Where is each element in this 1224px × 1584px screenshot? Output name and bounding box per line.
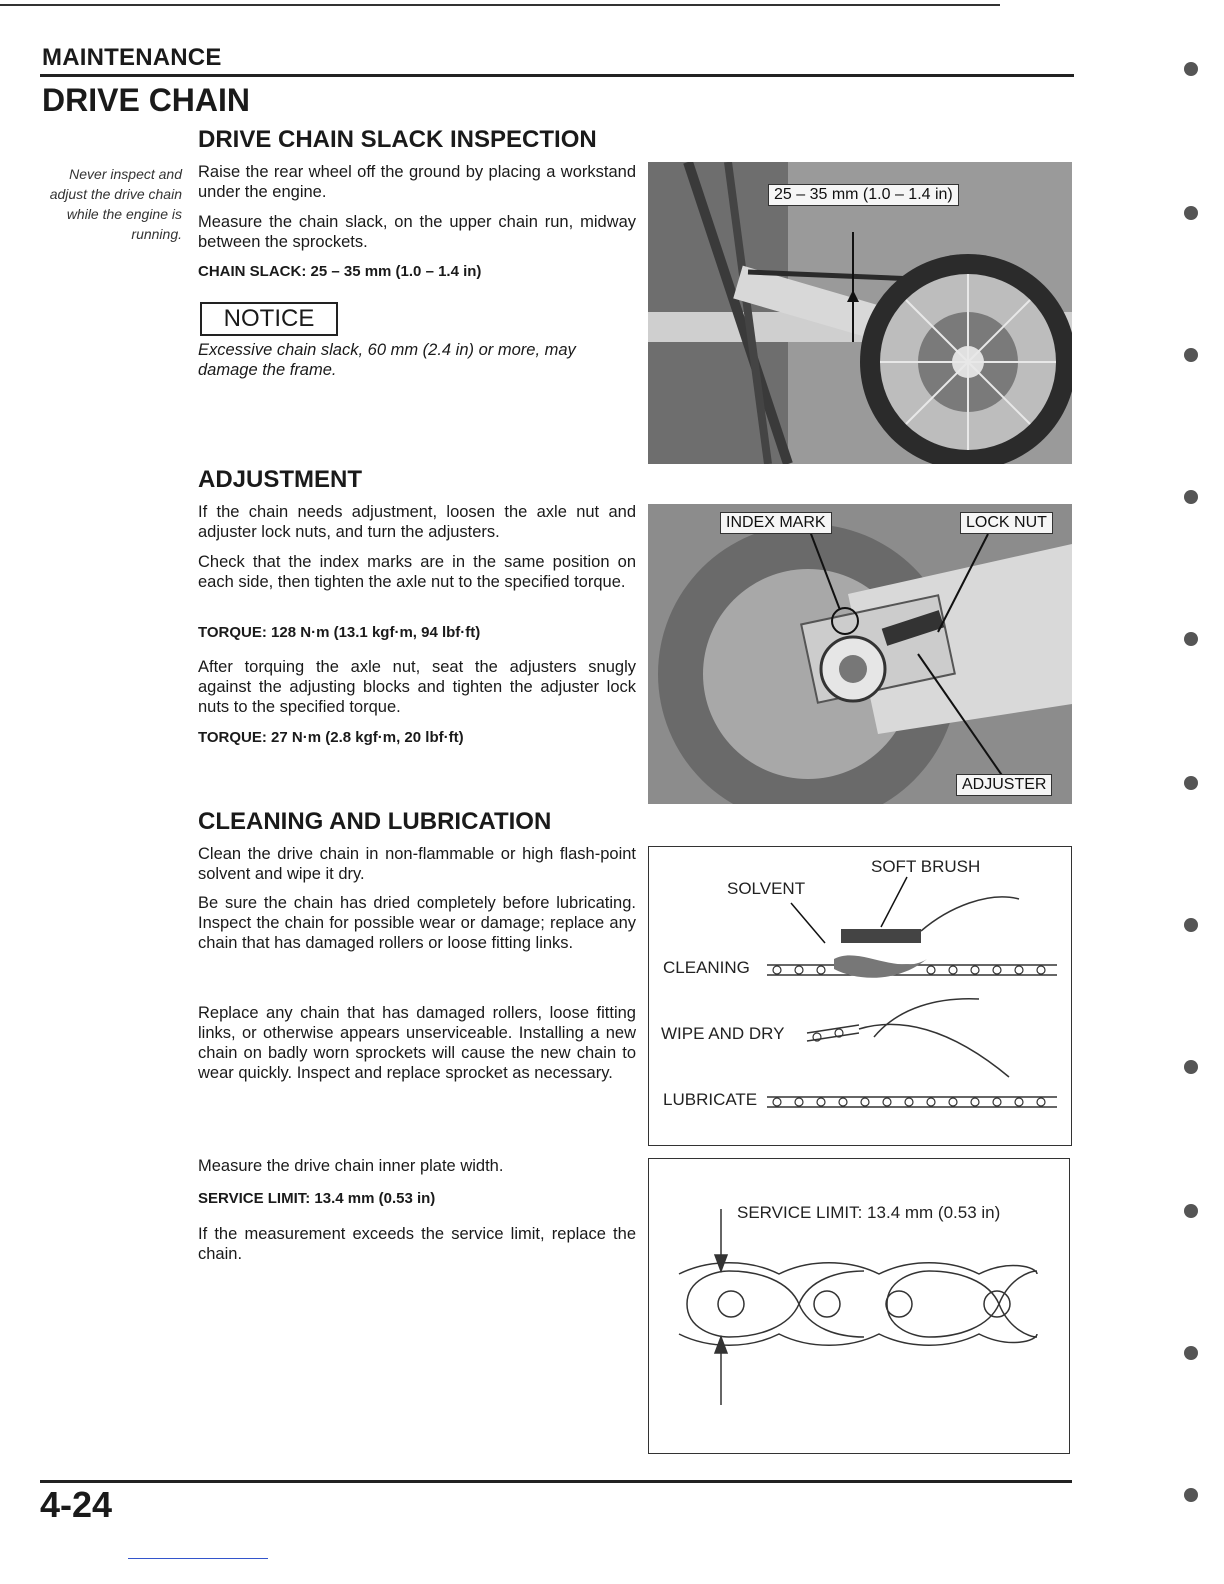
notice-text: Excessive chain slack, 60 mm (2.4 in) or more, may damage the frame. [198, 341, 576, 379]
chain-slack-callout: 25 – 35 mm (1.0 – 1.4 in) [768, 184, 959, 206]
side-note-warning: Never inspect and adjust the drive chain while the engine is running. [49, 166, 182, 242]
binder-hole [1184, 918, 1198, 932]
chain-plate-figure [648, 1158, 1070, 1454]
binder-hole [1184, 348, 1198, 362]
index-mark-callout: INDEX MARK [720, 512, 832, 534]
header-rule [40, 74, 1074, 77]
cleaning-para-2: Be sure the chain has dried completely before lubricating. Inspect the chain for possible wear or damage; replace any chain that has damaged rollers or loose fitting links. [198, 894, 636, 952]
binder-hole [1184, 62, 1198, 76]
cleaning-step-label: CLEANING [663, 958, 750, 977]
link-underline [128, 1558, 268, 1559]
binder-hole [1184, 1060, 1198, 1074]
top-scan-rule [0, 4, 1000, 6]
chain-slack-spec: CHAIN SLACK: 25 – 35 mm (1.0 – 1.4 in) [198, 263, 482, 280]
wipe-and-dry-label: WIPE AND DRY [661, 1024, 785, 1043]
page-title: DRIVE CHAIN [42, 82, 251, 118]
cleaning-figure [648, 846, 1072, 1146]
inspection-para-1: Raise the rear wheel off the ground by placing a workstand under the engine. [198, 163, 636, 201]
inspection-heading: DRIVE CHAIN SLACK INSPECTION [198, 126, 597, 153]
solvent-label: SOLVENT [727, 879, 806, 898]
rear-wheel-photo [648, 162, 1072, 464]
adjustment-para-2: Check that the index marks are in the same position on each side, then tighten the axle nut to the specified torque. [198, 553, 636, 591]
binder-hole [1184, 1488, 1198, 1502]
binder-hole [1184, 1346, 1198, 1360]
section-label: MAINTENANCE [42, 44, 222, 71]
binder-hole [1184, 776, 1198, 790]
axle-nut-torque-spec: TORQUE: 128 N·m (13.1 kgf·m, 94 lbf·ft) [198, 624, 481, 641]
cleaning-para-1: Clean the drive chain in non-flammable or high flash-point solvent and wipe it dry. [198, 845, 636, 883]
inspection-para-2: Measure the chain slack, on the upper chain run, midway between the sprockets. [198, 213, 636, 251]
binder-hole [1184, 632, 1198, 646]
page-number: 4-24 [40, 1484, 113, 1525]
lock-nut-callout: LOCK NUT [960, 512, 1053, 534]
adjustment-para-1: If the chain needs adjustment, loosen the axle nut and adjuster lock nuts, and turn the adjusters. [198, 503, 636, 541]
adjuster-photo [648, 504, 1072, 804]
binder-hole [1184, 490, 1198, 504]
adjuster-callout: ADJUSTER [956, 774, 1052, 796]
soft-brush-label: SOFT BRUSH [871, 857, 981, 876]
notice-label: NOTICE [200, 302, 338, 336]
rear-wheel-photo-drawing [648, 162, 1072, 464]
adjuster-photo-drawing [648, 504, 1072, 804]
service-limit-figure-label: SERVICE LIMIT: 13.4 mm (0.53 in) [737, 1203, 1001, 1222]
lubricate-label: LUBRICATE [663, 1090, 758, 1109]
cleaning-heading: CLEANING AND LUBRICATION [198, 808, 552, 835]
adjustment-heading: ADJUSTMENT [198, 466, 363, 493]
lock-nut-torque-spec: TORQUE: 27 N·m (2.8 kgf·m, 20 lbf·ft) [198, 729, 464, 746]
cleaning-para-3: Replace any chain that has damaged rollers, loose fitting links, or otherwise appears unserviceable. Installing a new chain on badly worn sprockets will cause the new chain to wear quickly. Inspect and replace sprocket as necessary. [198, 1004, 636, 1082]
binder-hole [1184, 206, 1198, 220]
service-para-2: If the measurement exceeds the service limit, replace the chain. [198, 1225, 636, 1263]
service-para-1: Measure the drive chain inner plate width. [198, 1157, 504, 1175]
binder-hole [1184, 1204, 1198, 1218]
adjustment-para-3: After torquing the axle nut, seat the adjusters snugly against the adjusting blocks and tighten the adjuster lock nuts to the specified torque. [198, 658, 636, 716]
footer-rule [40, 1480, 1072, 1483]
service-limit-spec: SERVICE LIMIT: 13.4 mm (0.53 in) [198, 1190, 436, 1207]
